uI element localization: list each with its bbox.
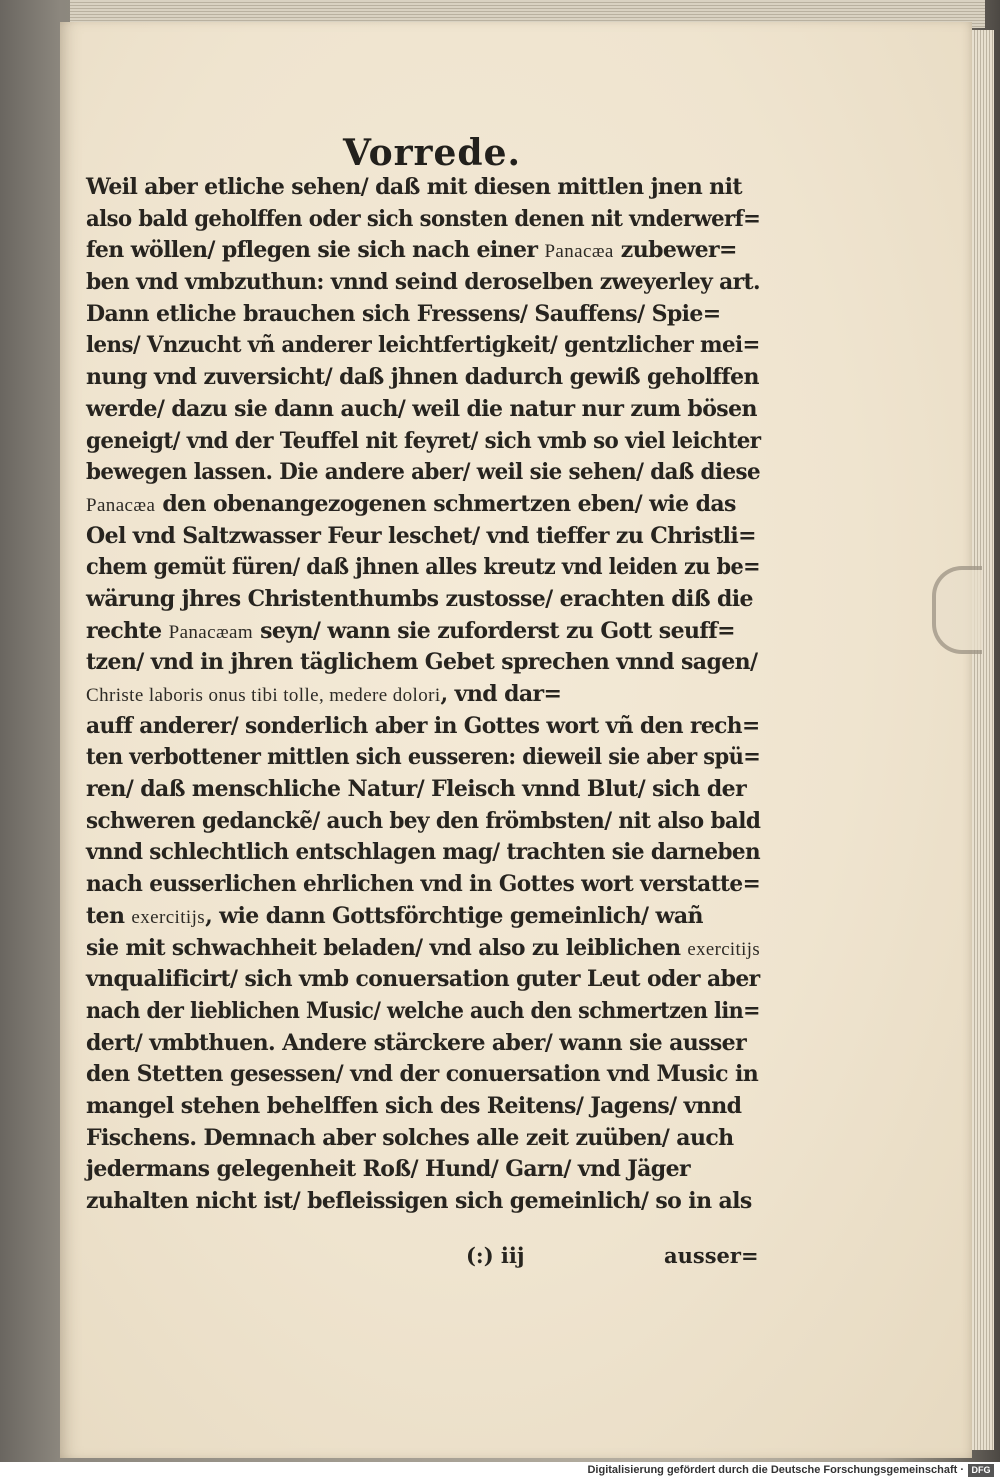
page-heading: Vorrede. xyxy=(342,132,522,174)
text-line xyxy=(86,299,760,331)
text-segment: also bald geholffen oder sich sonsten denen nit vnderwerf= xyxy=(86,205,761,232)
text-line xyxy=(86,204,761,236)
text-line xyxy=(86,742,761,774)
text-line xyxy=(86,996,760,1028)
text-segment: den obenangezogenen schmertzen eben/ wie das xyxy=(155,490,736,517)
text-line xyxy=(86,330,760,362)
text-line xyxy=(86,394,760,426)
text-segment: auff anderer/ sonderlich aber in Gottes wort vñ den rech= xyxy=(86,712,760,739)
text-line xyxy=(86,1123,760,1155)
text-line xyxy=(86,172,760,204)
text-segment: chem gemüt füren/ daß jhnen alles kreutz vnd leiden zu be= xyxy=(86,554,761,581)
latin-term: exercitijs xyxy=(131,906,206,928)
text-segment: lens/ Vnzucht vñ anderer leichtfertigkeit/ gentzlicher mei= xyxy=(86,332,760,359)
text-segment: geneigt/ vnd der Teuffel nit feyret/ sich vmb so viel leichter xyxy=(86,427,761,454)
latin-term: exercitijs xyxy=(687,938,761,960)
text-segment: Fischens. Demnach aber solches alle zeit zuüben/ auch xyxy=(86,1124,734,1151)
text-segment: seyn/ wann sie zuforderst zu Gott seuff= xyxy=(253,617,735,644)
latin-term: Panacæa xyxy=(86,494,156,516)
text-segment: nach der lieblichen Music/ welche auch den schmertzen lin= xyxy=(86,997,760,1024)
latin-term: Christe laboris onus tibi tolle, medere dolori xyxy=(86,685,441,706)
text-segment: nach eusserlichen ehrlichen vnd in Gottes wort verstatte= xyxy=(86,871,761,898)
body-text xyxy=(86,172,760,1218)
text-line xyxy=(86,1059,760,1091)
text-segment: zubewer= xyxy=(613,237,737,264)
signature-mark: (:) iij xyxy=(466,1243,525,1268)
text-line xyxy=(86,837,761,869)
text-line xyxy=(86,267,760,299)
footer-bar xyxy=(0,1462,1000,1480)
text-segment: ren/ daß menschliche Natur/ Fleisch vnnd Blut/ sich der xyxy=(86,776,747,803)
text-segment: nung vnd zuversicht/ daß jhnen dadurch gewiß geholffen xyxy=(86,364,759,391)
text-segment: tzen/ vnd in jhren täglichem Gebet sprechen vnnd sagen/ xyxy=(86,649,758,676)
text-segment: vnnd schlechtlich entschlagen mag/ trachten sie darneben xyxy=(86,839,761,866)
text-segment: mangel stehen behelffen sich des Reitens/ Jagens/ vnnd xyxy=(86,1092,742,1119)
text-segment: wärung jhres Christenthumbs zustosse/ erachten diß die xyxy=(86,585,753,612)
text-segment: jedermans gelegenheit Roß/ Hund/ Garn/ vnd Jäger xyxy=(86,1156,690,1183)
text-line xyxy=(86,774,760,806)
catchword: ausser= xyxy=(664,1243,759,1268)
text-segment: , vnd dar= xyxy=(440,681,562,707)
text-segment: fen wöllen/ pflegen sie sich nach einer xyxy=(86,237,545,264)
text-line xyxy=(86,1186,760,1218)
text-line xyxy=(86,552,761,584)
text-segment: ten verbottener mittlen sich eusseren: dieweil sie aber spü= xyxy=(86,744,761,771)
text-segment: Dann etliche brauchen sich Fressens/ Sauffens/ Spie= xyxy=(86,300,721,327)
text-line xyxy=(86,1028,760,1060)
text-line xyxy=(86,457,761,489)
text-line xyxy=(86,964,760,996)
text-line xyxy=(86,521,760,553)
clasp-strap xyxy=(932,566,982,654)
text-line xyxy=(86,1154,760,1186)
text-line xyxy=(86,489,760,521)
text-segment: dert/ vmbthuen. Andere stärckere aber/ wann sie ausser xyxy=(86,1029,747,1056)
text-line xyxy=(86,679,760,711)
text-segment: sie mit schwachheit beladen/ vnd also zu leiblichen xyxy=(86,934,688,961)
dfg-logo-icon: DFG xyxy=(968,1464,994,1477)
page-stack-edge xyxy=(972,30,994,1450)
text-segment: den Stetten gesessen/ vnd der conuersation vnd Music in xyxy=(86,1061,759,1088)
text-line xyxy=(86,362,760,394)
text-segment: bewegen lassen. Die andere aber/ weil sie sehen/ daß diese xyxy=(86,459,761,486)
text-line xyxy=(86,616,760,648)
footer-credit: Digitalisierung gefördert durch die Deutsche Forschungsgemeinschaft · xyxy=(587,1464,964,1476)
latin-term: Panacæa xyxy=(544,241,614,263)
text-segment: , wie dann Gottsförchtige gemeinlich/ wañ xyxy=(205,902,703,929)
text-line xyxy=(86,869,761,901)
text-segment: Oel vnd Saltzwasser Feur leschet/ vnd tieffer zu Christli= xyxy=(86,522,757,549)
text-line xyxy=(86,235,760,267)
text-line xyxy=(86,647,760,679)
text-segment: ten xyxy=(86,902,132,929)
text-segment: zuhalten nicht ist/ befleissigen sich gemeinlich/ so in als xyxy=(86,1188,752,1214)
text-segment: ben vnd vmbzuthun: vnnd seind deroselben zweyerley art. xyxy=(86,269,760,296)
text-segment: schweren gedanckẽ/ auch bey den frömbsten/ nit also bald xyxy=(86,807,761,834)
text-line xyxy=(86,806,761,838)
text-line xyxy=(86,1091,760,1123)
text-segment: rechte xyxy=(86,617,169,644)
text-segment: werde/ dazu sie dann auch/ weil die natur nur zum bösen xyxy=(86,395,757,422)
text-segment: Weil aber etliche sehen/ daß mit diesen mittlen jnen nit xyxy=(86,174,742,200)
text-line xyxy=(86,711,760,743)
text-segment: vnqualificirt/ sich vmb conuersation guter Leut oder aber xyxy=(86,966,760,993)
text-line xyxy=(86,426,761,458)
latin-term: Panacæam xyxy=(168,621,254,643)
text-line xyxy=(86,933,761,965)
text-line xyxy=(86,584,760,616)
text-line xyxy=(86,901,760,933)
